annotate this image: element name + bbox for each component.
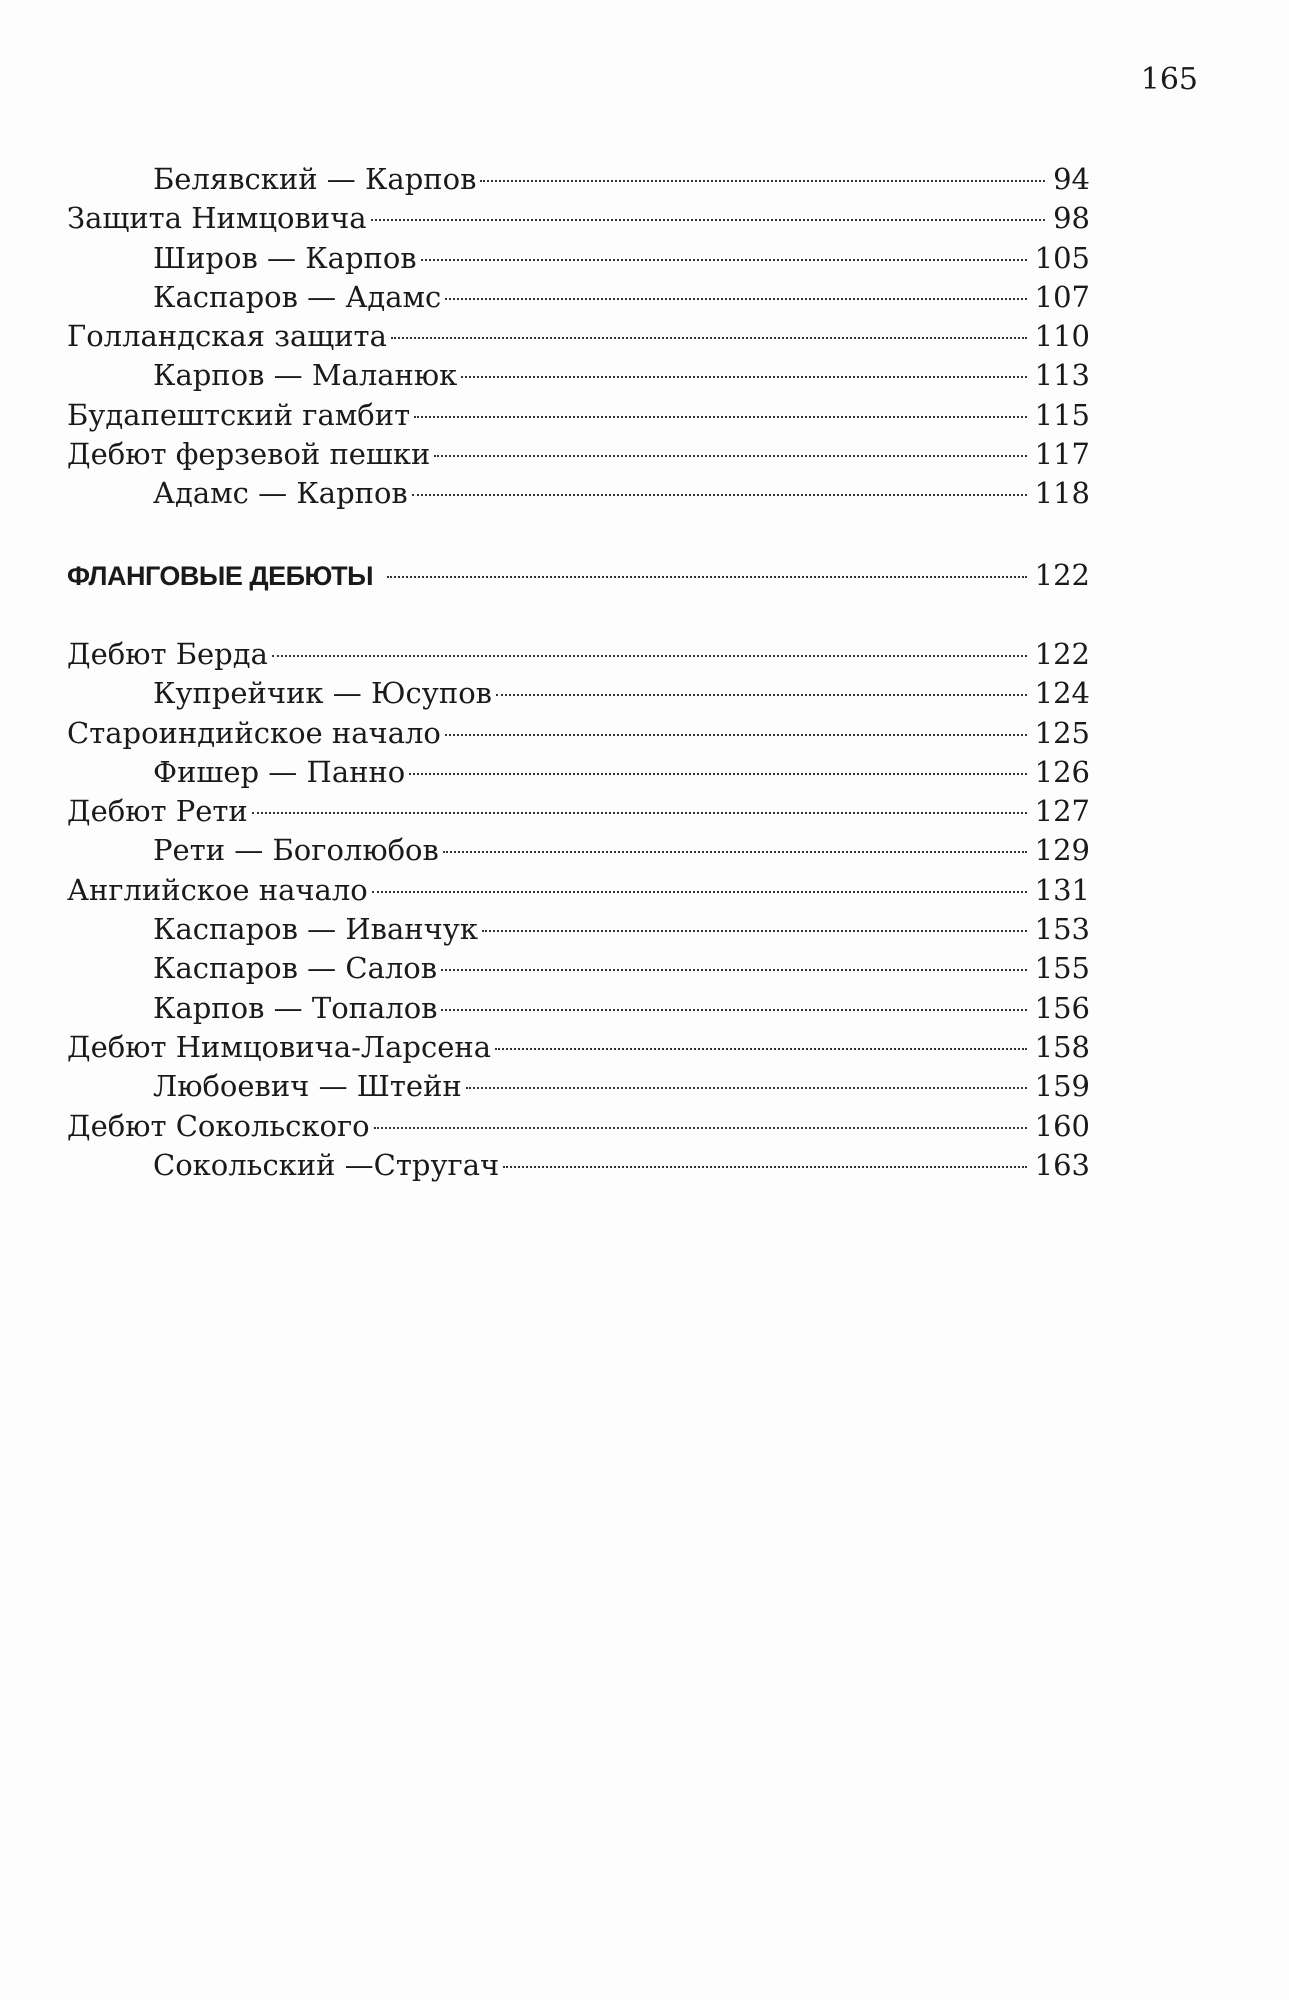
toc-entry-page: 160 — [1034, 1108, 1090, 1143]
dot-leader — [434, 455, 1026, 457]
toc-entry-title: Дебют Берда — [67, 637, 268, 671]
toc-entry — [67, 239, 1090, 278]
toc-entry-page: 156 — [1034, 990, 1090, 1025]
toc-entry-page: 153 — [1034, 912, 1090, 947]
toc-entry — [67, 1107, 1090, 1146]
dot-leader — [372, 891, 1027, 893]
toc-entry-page: 163 — [1034, 1147, 1090, 1182]
toc-entry-page: 117 — [1034, 437, 1090, 472]
dot-leader — [374, 1127, 1027, 1129]
dot-leader — [466, 1087, 1027, 1089]
dot-leader — [391, 337, 1027, 339]
toc-entry-title: Рети — Боголюбов — [153, 833, 439, 868]
toc-entry-title: Староиндийское начало — [67, 715, 441, 750]
toc-entry-title: Фишер — Панно — [153, 754, 406, 789]
dot-leader — [441, 969, 1027, 971]
toc-entry-title: Защита Нимцовича — [67, 201, 367, 236]
toc-list-part1 — [67, 160, 1090, 514]
toc-entry-page: 118 — [1034, 476, 1090, 511]
toc-entry — [67, 989, 1090, 1028]
toc-entry-title: Дебют Рети — [67, 794, 248, 829]
toc-entry — [67, 1067, 1090, 1106]
toc-entry-title: Будапештский гамбит — [67, 397, 411, 432]
toc-entry — [67, 160, 1090, 199]
toc-entry-page: 159 — [1034, 1069, 1090, 1104]
toc-entry — [67, 831, 1090, 870]
toc-entry — [67, 1028, 1090, 1067]
toc-entry-page: 113 — [1034, 358, 1090, 393]
dot-leader — [480, 180, 1045, 182]
toc-entry — [67, 753, 1090, 792]
toc-entry — [67, 792, 1090, 831]
toc-entry-page: 122 — [1034, 637, 1090, 671]
dot-leader — [445, 734, 1027, 736]
dot-leader — [414, 416, 1027, 418]
toc-entry-title: Широв — Карпов — [153, 240, 417, 275]
toc-entry-page: 98 — [1053, 201, 1090, 236]
toc-entry-title: Английское начало — [67, 872, 368, 907]
toc-entry-title: Каспаров — Адамс — [153, 279, 442, 314]
toc-entry — [67, 1146, 1090, 1185]
section-heading-page: 122 — [1034, 558, 1090, 592]
toc-entry — [67, 199, 1090, 238]
toc-entry-title: Каспаров — Салов — [153, 951, 438, 986]
toc-entry — [67, 278, 1090, 317]
toc-entry — [67, 871, 1090, 910]
toc-entry-title: Сокольский —Стругач — [153, 1147, 500, 1182]
toc-entry-page: 129 — [1034, 833, 1090, 868]
toc-entry-page: 115 — [1034, 397, 1090, 432]
toc-entry-page: 125 — [1034, 715, 1090, 750]
page-number: 165 — [1140, 62, 1198, 97]
toc-entry-page: 107 — [1034, 279, 1090, 314]
dot-leader — [371, 219, 1045, 221]
dot-leader — [387, 576, 1027, 578]
toc-entry-title: Белявский — Карпов — [153, 162, 477, 196]
dot-leader — [443, 851, 1027, 853]
dot-leader — [495, 1048, 1027, 1050]
dot-leader — [409, 773, 1026, 775]
toc-entry-title: Голландская защита — [67, 319, 387, 354]
toc-entry-page: 131 — [1034, 872, 1090, 907]
toc-entry-page: 110 — [1034, 319, 1090, 354]
toc-entry-title: Адамс — Карпов — [153, 476, 408, 511]
dot-leader — [412, 494, 1027, 496]
toc-entry-title: Дебют Нимцовича-Ларсена — [67, 1029, 491, 1064]
dot-leader — [496, 694, 1027, 696]
toc-entry-title: Дебют Сокольского — [67, 1108, 370, 1143]
toc-entry — [67, 435, 1090, 474]
toc-entry — [67, 474, 1090, 513]
toc-entry-title: Карпов — Маланюк — [153, 358, 458, 393]
toc-entry — [67, 635, 1090, 674]
toc-entry-title: Карпов — Топалов — [153, 990, 438, 1025]
toc-entry-page: 155 — [1034, 951, 1090, 986]
toc-entry-page: 126 — [1034, 754, 1090, 789]
dot-leader — [482, 930, 1027, 932]
toc-entry-page: 127 — [1034, 794, 1090, 829]
dot-leader — [421, 259, 1027, 261]
dot-leader — [461, 376, 1026, 378]
toc-entry-page: 124 — [1034, 676, 1090, 711]
dot-leader — [272, 655, 1027, 657]
toc-entry — [67, 356, 1090, 395]
toc-entry-title: Купрейчик — Юсупов — [153, 676, 492, 711]
toc-entry — [67, 674, 1090, 713]
toc-entry — [67, 910, 1090, 949]
toc-entry-page: 105 — [1034, 240, 1090, 275]
toc-entry-title: Каспаров — Иванчук — [153, 912, 478, 947]
dot-leader — [503, 1166, 1026, 1168]
toc-entry-title: Любоевич — Штейн — [153, 1069, 462, 1104]
toc-entry — [67, 949, 1090, 988]
toc-entry — [67, 714, 1090, 753]
dot-leader — [441, 1009, 1026, 1011]
dot-leader — [252, 812, 1027, 814]
toc-entry-title: Дебют ферзевой пешки — [67, 437, 431, 472]
toc-entry-page: 158 — [1034, 1029, 1090, 1064]
section-heading — [67, 555, 1090, 595]
toc-entry — [67, 317, 1090, 356]
dot-leader — [445, 298, 1026, 300]
toc-list-part2 — [67, 635, 1090, 1185]
section-heading-title: ФЛАНГОВЫЕ ДЕБЮТЫ — [67, 561, 374, 591]
toc-entry — [67, 396, 1090, 435]
toc-entry-page: 94 — [1053, 162, 1090, 196]
